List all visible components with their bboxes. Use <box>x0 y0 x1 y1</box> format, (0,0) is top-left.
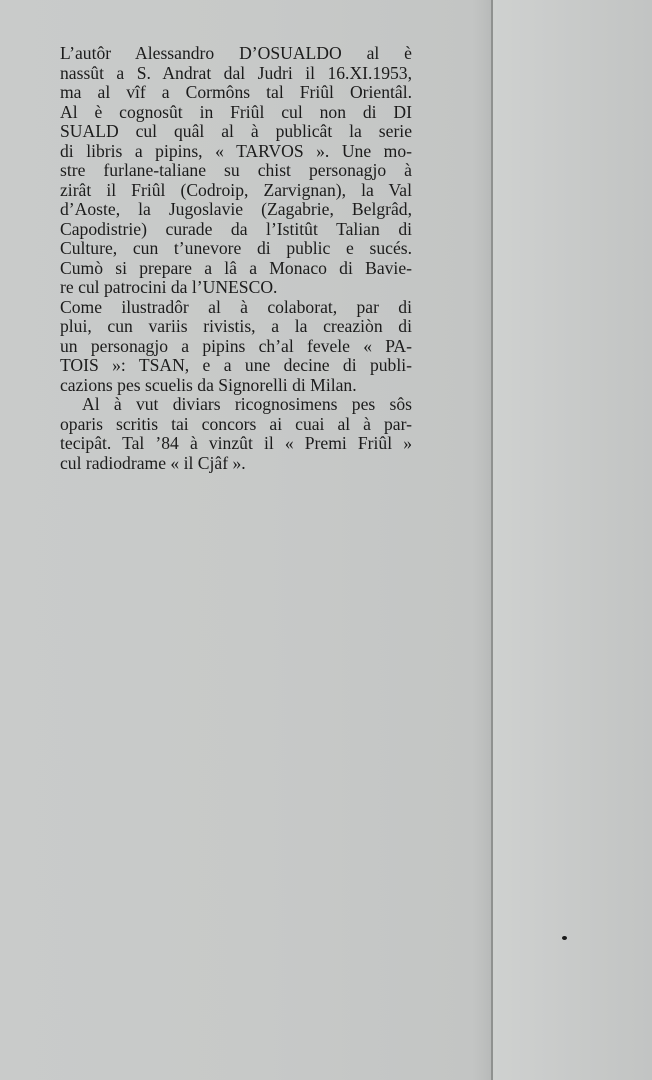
biography-line: tecipât. Tal ’84 à vinzût il « Premi Friûl » <box>60 433 412 453</box>
biography-line: Al è cognosût in Friûl cul non di DI <box>60 101 412 122</box>
cover-flap <box>493 0 652 1080</box>
biography-line: Culture, cun t’unevore di public e sucés. <box>60 238 412 258</box>
biography-line: cul radiodrame « il Cjâf ». <box>60 452 246 473</box>
biography-line: di libris a pipins, « TARVOS ». Une mo- <box>60 140 412 161</box>
cover-shadow <box>472 0 492 1080</box>
biography-line: stre furlane-taliane su chist personagjo à <box>60 160 412 180</box>
biography-line: TOIS »: TSAN, e a une decine di publi- <box>60 355 412 375</box>
biography-line: oparis scritis tai concors ai cuai al à par- <box>60 413 412 434</box>
biography-line: L’autôr Alessandro D’OSUALDO al è <box>60 43 412 63</box>
biography-line: nassût a S. Andrat dal Judri il 16.XI.1953, <box>60 62 412 83</box>
dust-speck <box>562 936 567 940</box>
biography-line: zirât il Friûl (Codroip, Zarvignan), la Val <box>60 179 412 200</box>
biography-line: Cumò si prepare a lâ a Monaco di Bavie- <box>60 257 412 278</box>
biography-line: ma al vîf a Cormôns tal Friûl Orientâl. <box>60 82 412 102</box>
biography-line: SUALD cul quâl al à publicât la serie <box>60 121 412 141</box>
biography-line: Al à vut diviars ricognosimens pes sôs <box>82 394 412 414</box>
author-biography <box>60 44 412 473</box>
biography-line: d’Aoste, la Jugoslavie (Zagabrie, Belgrâd, <box>60 199 412 219</box>
biography-line: re cul patrocini da l’UNESCO. <box>60 277 278 297</box>
biography-line: Come ilustradôr al à colaborat, par di <box>60 296 412 317</box>
biography-line: plui, cun variis rivistis, a la creaziòn di <box>60 316 412 336</box>
biography-line: cazions pes scuelis da Signorelli di Milan. <box>60 374 357 395</box>
biography-line: un personagjo a pipins ch’al fevele « PA- <box>60 335 412 356</box>
biography-line: Capodistrie) curade da l’Istitût Talian di <box>60 218 412 239</box>
